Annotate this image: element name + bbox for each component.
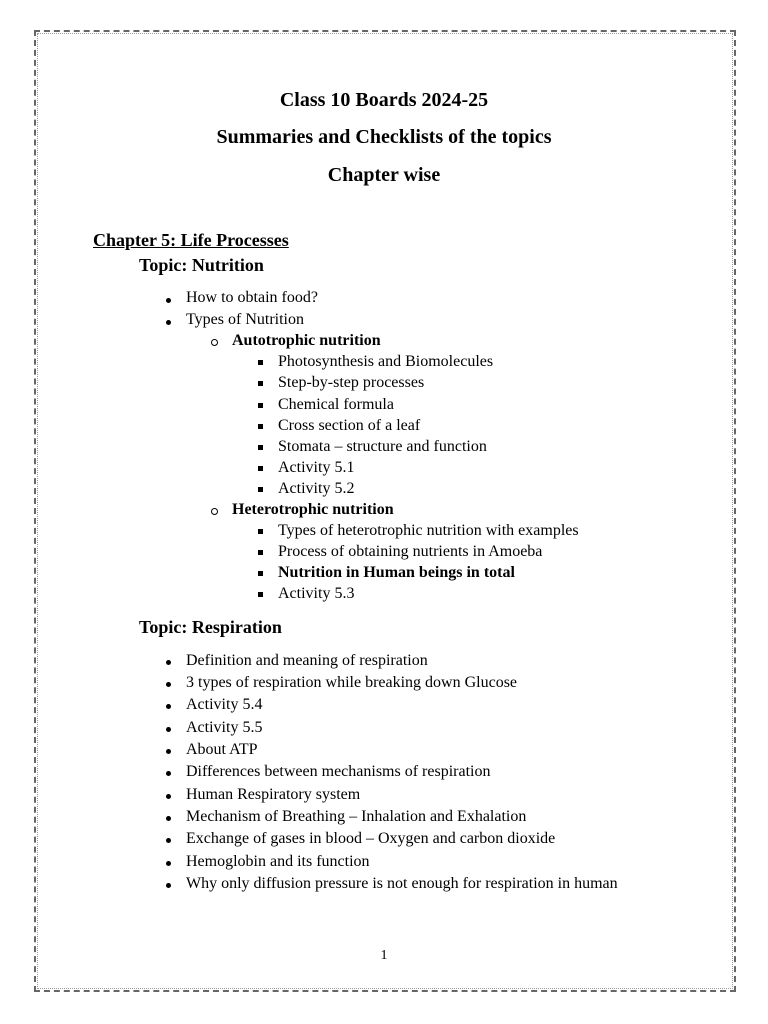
bullet-dot-icon [166, 298, 171, 303]
list-item: Human Respiratory system [186, 786, 361, 803]
list-item: Differences between mechanisms of respiration [186, 763, 491, 780]
bullet-square-icon [258, 592, 263, 597]
list-item: Chemical formula [278, 396, 394, 413]
bullet-square-icon [258, 424, 263, 429]
bullet-dot-icon [166, 704, 171, 709]
bullet-dot-icon [166, 838, 171, 843]
bullet-dot-icon [166, 660, 171, 665]
bullet-square-icon [258, 403, 263, 408]
list-item: Activity 5.5 [186, 719, 263, 736]
list-item: Stomata – structure and function [278, 438, 487, 455]
bullet-dot-icon [166, 794, 171, 799]
bullet-dot-icon [166, 727, 171, 732]
list-item: Nutrition in Human beings in total [278, 564, 515, 581]
list-item: Activity 5.3 [278, 585, 355, 602]
bullet-square-icon [258, 550, 263, 555]
list-item: Hemoglobin and its function [186, 853, 370, 870]
bullet-square-icon [258, 487, 263, 492]
page-subtitle: Summaries and Checklists of the topics [216, 126, 552, 148]
list-item: 3 types of respiration while breaking down Glucose [186, 674, 518, 691]
bullet-dot-icon [166, 883, 171, 888]
list-item: Mechanism of Breathing – Inhalation and Exhalation [186, 808, 527, 825]
list-item: Activity 5.4 [186, 696, 263, 713]
chapter-heading: Chapter 5: Life Processes [93, 230, 289, 250]
bullet-square-icon [258, 360, 263, 365]
topic-heading-nutrition: Topic: Nutrition [139, 255, 264, 275]
list-item: Process of obtaining nutrients in Amoeba [278, 543, 543, 560]
list-item: Types of Nutrition [186, 311, 304, 328]
page-title: Class 10 Boards 2024-25 [279, 89, 489, 111]
list-item: Exchange of gases in blood – Oxygen and carbon dioxide [186, 830, 556, 847]
bullet-square-icon [258, 466, 263, 471]
list-item: Activity 5.1 [278, 459, 355, 476]
bullet-dot-icon [166, 682, 171, 687]
bullet-dot-icon [166, 320, 171, 325]
bullet-square-icon [258, 571, 263, 576]
list-item: About ATP [186, 741, 258, 758]
list-item: Why only diffusion pressure is not enough for respiration in human [186, 875, 618, 892]
list-item: Activity 5.2 [278, 480, 355, 497]
list-item: How to obtain food? [186, 289, 318, 306]
list-item: Photosynthesis and Biomolecules [278, 353, 494, 370]
list-item: Definition and meaning of respiration [186, 652, 428, 669]
page-subtitle-2: Chapter wise [327, 164, 441, 186]
bullet-circle-icon [211, 508, 218, 515]
bullet-dot-icon [166, 749, 171, 754]
list-item: Types of heterotrophic nutrition with examples [278, 522, 579, 539]
list-item: Step-by-step processes [278, 374, 425, 391]
bullet-square-icon [258, 381, 263, 386]
bullet-dot-icon [166, 771, 171, 776]
bullet-circle-icon [211, 339, 218, 346]
subtopic-autotrophic: Autotrophic nutrition [232, 332, 381, 349]
bullet-dot-icon [166, 861, 171, 866]
bullet-square-icon [258, 529, 263, 534]
list-item: Cross section of a leaf [278, 417, 421, 434]
topic-heading-respiration: Topic: Respiration [139, 617, 282, 637]
page-number: 1 [380, 948, 388, 963]
subtopic-heterotrophic: Heterotrophic nutrition [232, 501, 394, 518]
bullet-dot-icon [166, 816, 171, 821]
bullet-square-icon [258, 445, 263, 450]
